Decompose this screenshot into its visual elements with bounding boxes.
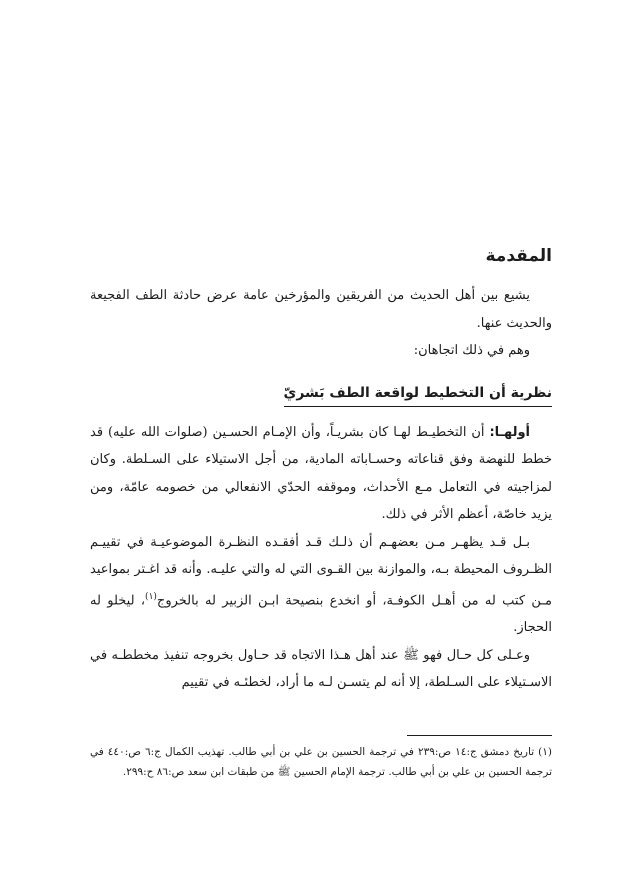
intro-paragraph-1: يشيع بين أهل الحديث من الفريقين والمؤرخين عامة عرض حادثة الطف الفجيعة والحديث عنها. xyxy=(90,288,552,331)
footnote-text: (١) تاريخ دمشق ج:١٤ ص:٢٣٩ في ترجمة الحسين بن علي بن أبي طالب. تهذيب الكمال ج:٦ ص:٤٤٠ في ترجمة الحسين بن علي بن أبي طالب. ترجمة الإمام الحسين ﷺ من طبقات ابن سعد ص:٨٦ ح:٢٩٩. xyxy=(90,746,552,778)
footnotes xyxy=(90,735,552,782)
paragraph-text: أن التخطيـط لهـا كان بشريـاً، وأن الإمـام الحسـين (صلوات الله عليه) قد خطط للنهضة وفق قناعاته وحسـاباته المادية، من أجل الاستيلاء على السـلطة. وكان لمزاجيته في التعامل مـع الأحداث، وموقفه الحدّي الانفعالي من خصومه عامّة، ومن يزيد خاصّة، أعظم الأثر في ذلك. xyxy=(90,424,552,522)
paragraph-text: بـل قـد يظهـر مـن بعضهـم أن ذلـك قـد أفقـده النظـرة الموضوعيـة في تقييـم الظـروف المحيطة بـه، والموازنة بين القـوى التي له والتي عليـه. وأنه قد اغـتر بمواعيد مـن كتب له من أهـل الكوفـة، أو انخدع بنصيحة ابـن الزبير له بالخروج xyxy=(90,534,553,608)
footnote-divider xyxy=(407,735,552,736)
section-heading-wrap xyxy=(90,371,552,419)
section-paragraph-1 xyxy=(90,419,552,529)
section-paragraph-2 xyxy=(90,529,552,642)
page-title: المقدمة xyxy=(485,246,552,266)
paragraph-lead: أولهـا: xyxy=(489,424,530,440)
section-heading: نظرية أن التخطيط لواقعة الطف بَشريّ xyxy=(284,381,552,407)
page-body xyxy=(90,244,552,697)
footnote-reference[interactable]: (١) xyxy=(145,591,157,602)
paragraph-text: ، ليخلو له الحجاز. xyxy=(90,592,552,636)
section-paragraph-3: وعـلى كل حـال فهو ﷺ عند أهل هـذا الاتجاه قد حـاول بخروجه تنفيذ مخططـه في الاسـتيلاء على السـلطة، إلا أنه لم يتسـن لـه ما أراد، لخطئـه في تقييم xyxy=(90,647,552,691)
intro-paragraph-2: وهم في ذلك اتجاهان: xyxy=(413,343,530,358)
